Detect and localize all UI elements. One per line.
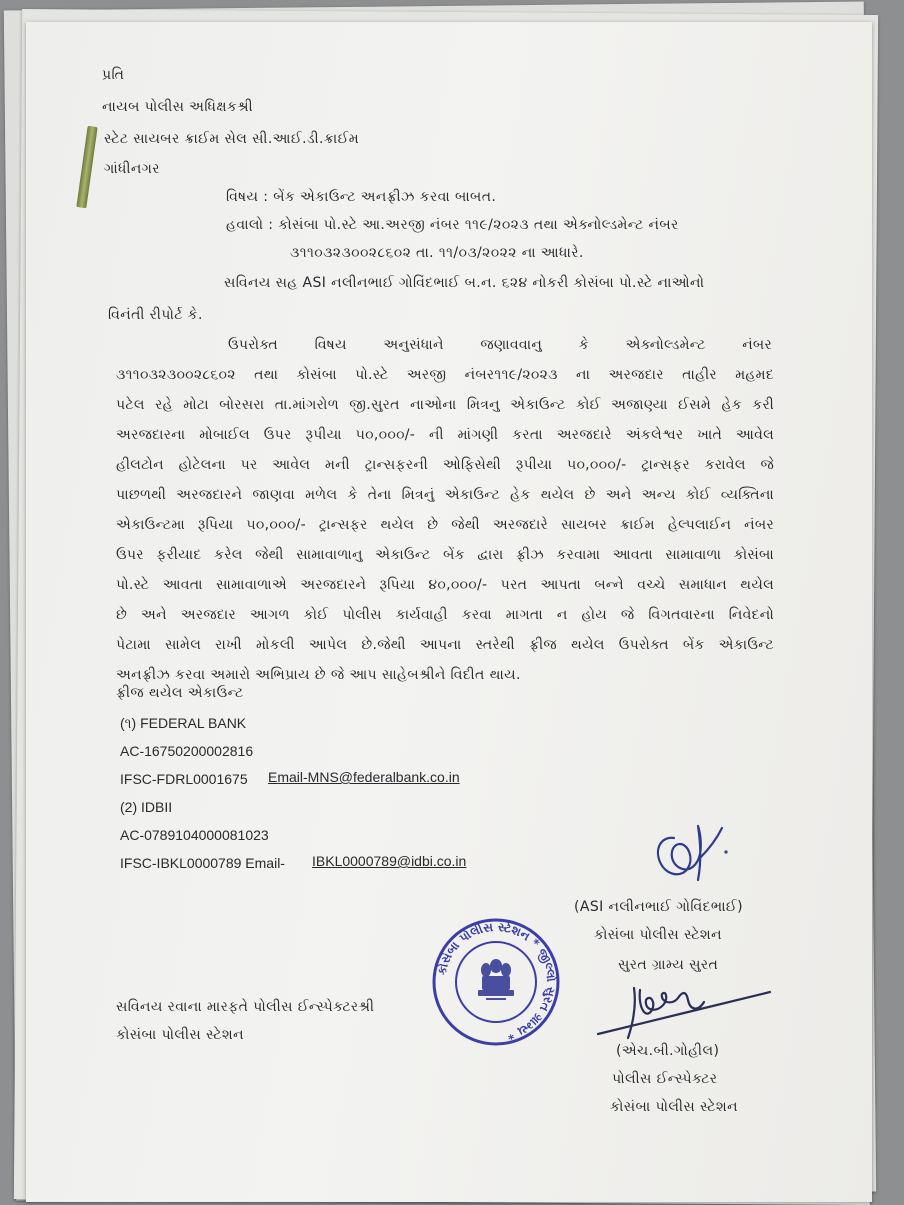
salutation-line-1: સવિનય સહ ASI નલીનભાઈ ગોવિંદભાઈ બ.ન. ૬૨૪ નોકરી કોસંબા પો.સ્ટે નાઓનો bbox=[224, 275, 705, 291]
signer1-district: સુરત ગ્રામ્ય સુરત bbox=[618, 957, 719, 973]
signer2-station: કોસંબા પોલીસ સ્ટેશન bbox=[610, 1099, 738, 1115]
salutation-line-2: વિનંતી રીપોર્ટ કે. bbox=[108, 307, 203, 323]
signer2-name: (એચ.બી.ગોહીલ) bbox=[616, 1043, 720, 1059]
recipient-prefix: પ્રતિ bbox=[102, 67, 125, 83]
body-line: ઉપર ફરીયાદ કરેલ જેથી સામાવાળાનુ એકાઉન્ટ બેંક દ્વારા ફ્રીઝ કરવામા આવતા સામાવાળા કોસંબા bbox=[116, 547, 774, 563]
reference-line-2: ૩૧૧૦૩૨૩૦૦૨૮૬૦૨ તા. ૧૧/૦૩/૨૦૨૨ ના આધારે. bbox=[290, 245, 584, 261]
addressee-city: ગાંધીનગર bbox=[104, 161, 160, 177]
body-line: પાછળથી અરજદારને જાણવા મળેલ કે તેના મિત્રનું એકાઉન્ટ હેક થયેલ છે અને અન્ય કોઈ વ્યક્તિના bbox=[116, 487, 774, 503]
body-line: પેટામા સામેલ રાખી મોકલી આપેલ છે.જેથી આપના સ્તરેથી ફ્રીજ થયેલ ઉપરોક્ત બેંક એકાઉન્ટ bbox=[116, 637, 774, 653]
reference-line-1: હવાલો : કોસંબા પો.સ્ટે આ.અરજી નંબર ૧૧૯/૨૦૨૩ તથા એક્નોલ્ડમેન્ટ નંબર bbox=[226, 217, 679, 233]
forwarding-line-1: સવિનય રવાના મારફતે પોલીસ ઈન્સ્પેક્ટરશ્રી bbox=[116, 999, 375, 1015]
account1-email: Email-MNS@federalbank.co.in bbox=[268, 769, 460, 785]
signature-inspector bbox=[594, 980, 774, 1046]
forwarding-line-2: કોસંબા પોલીસ સ્ટેશન bbox=[116, 1027, 244, 1043]
seal-text: કોસંબા પોલીસ સ્ટેશન * જીલ્લો સુરત ગ્રામ્ય * bbox=[434, 919, 559, 1043]
body-line: હીલટોન હોટેલના પર આવેલ મની ટ્રાન્સફરની ઓફિસેથી રૂપીયા ૫૦,૦૦૦/- ટ્રાન્સફર કરાવેલ જે bbox=[116, 457, 774, 473]
body-line: અરજદારના મોબાઈલ ઉપર રૂપીયા ૫૦,૦૦૦/- ની માંગણી કરતા અરજદારે અંકલેશ્વર ખાતે આવેલ bbox=[116, 427, 774, 443]
subject-line: વિષય : બેંક એકાઉન્ટ અનફ્રીઝ કરવા બાબત. bbox=[226, 189, 497, 205]
body-line: છે અને અરજદાર આગળ કોઈ પોલીસ કાર્યવાહી કરવા માગતા ન હોય જે વિગતવારના નિવેદનો bbox=[116, 607, 774, 623]
account1-bank: (૧) FEDERAL BANK bbox=[120, 715, 247, 731]
signature-asi bbox=[640, 818, 740, 890]
police-station-seal bbox=[430, 916, 562, 1048]
addressee-office: સ્ટેટ સાયબર ક્રાઈમ સેલ સી.આઈ.ડી.ક્રાઈમ bbox=[104, 131, 360, 147]
body-line: પટેલ રહે મોટા બોરસરા તા.માંગરોળ જી.સુરત નાઓના મિત્રનુ એકાઉન્ટ કોઈ અજાણ્યા ઈસમે હેક કરી bbox=[116, 397, 774, 413]
emblem-icon bbox=[478, 959, 514, 1000]
addressee: નાયબ પોલીસ અધિક્ષકશ્રી bbox=[102, 99, 253, 115]
account2-email: IBKL0000789@idbi.co.in bbox=[312, 853, 467, 869]
body-line: અનફ્રીઝ કરવા અમારો અભિપ્રાય છે જે આપ સાહેબશ્રીને વિદીત થાય. bbox=[116, 667, 521, 683]
signer1-station: કોસંબા પોલીસ સ્ટેશન bbox=[594, 927, 722, 943]
account2-ifsc: IFSC-IBKL0000789 Email- bbox=[120, 855, 285, 871]
account2-bank: (2) IDBII bbox=[120, 799, 173, 815]
body-line: ૩૧૧૦૩૨૩૦૦૨૮૬૦૨ તથા કોસંબા પો.સ્ટે અરજી નંબર૧૧૯/૨૦૨૩ ના અરજદાર તાહીર મહમદ bbox=[116, 367, 774, 383]
seal-graphic bbox=[430, 916, 562, 1048]
frozen-accounts-heading: ફ્રીજ થયેલ એકાઉન્ટ bbox=[116, 685, 244, 701]
body-line: પો.સ્ટે આવતા સામાવાળાએ અરજદારને રૂપિયા ૪૦,૦૦૦/- પરત આપતા બન્ને વચ્ચે સમાધાન થયેલ bbox=[116, 577, 774, 593]
account2-number: AC-0789104000081023 bbox=[120, 827, 269, 843]
body-line: ઉપરોક્ત વિષય અનુસંધાને જણાવવાનુ કે એક્નોલ્ડમેન્ટ નંબર bbox=[228, 337, 772, 353]
account1-ifsc: IFSC-FDRL0001675 bbox=[120, 771, 248, 787]
body-line: એકાઉન્ટમા રૂપિયા ૫૦,૦૦૦/- ટ્રાન્સફર થયેલ છે જેથી અરજદારે સાયબર ક્રાઈમ હેલ્પલાઈન નંબર bbox=[116, 517, 774, 533]
signer1-name: (ASI નલીનભાઈ ગોવિંદભાઈ) bbox=[574, 899, 743, 915]
signer2-title: પોલીસ ઈન્સ્પેક્ટર bbox=[612, 1071, 718, 1087]
account1-number: AC-16750200002816 bbox=[120, 743, 254, 759]
